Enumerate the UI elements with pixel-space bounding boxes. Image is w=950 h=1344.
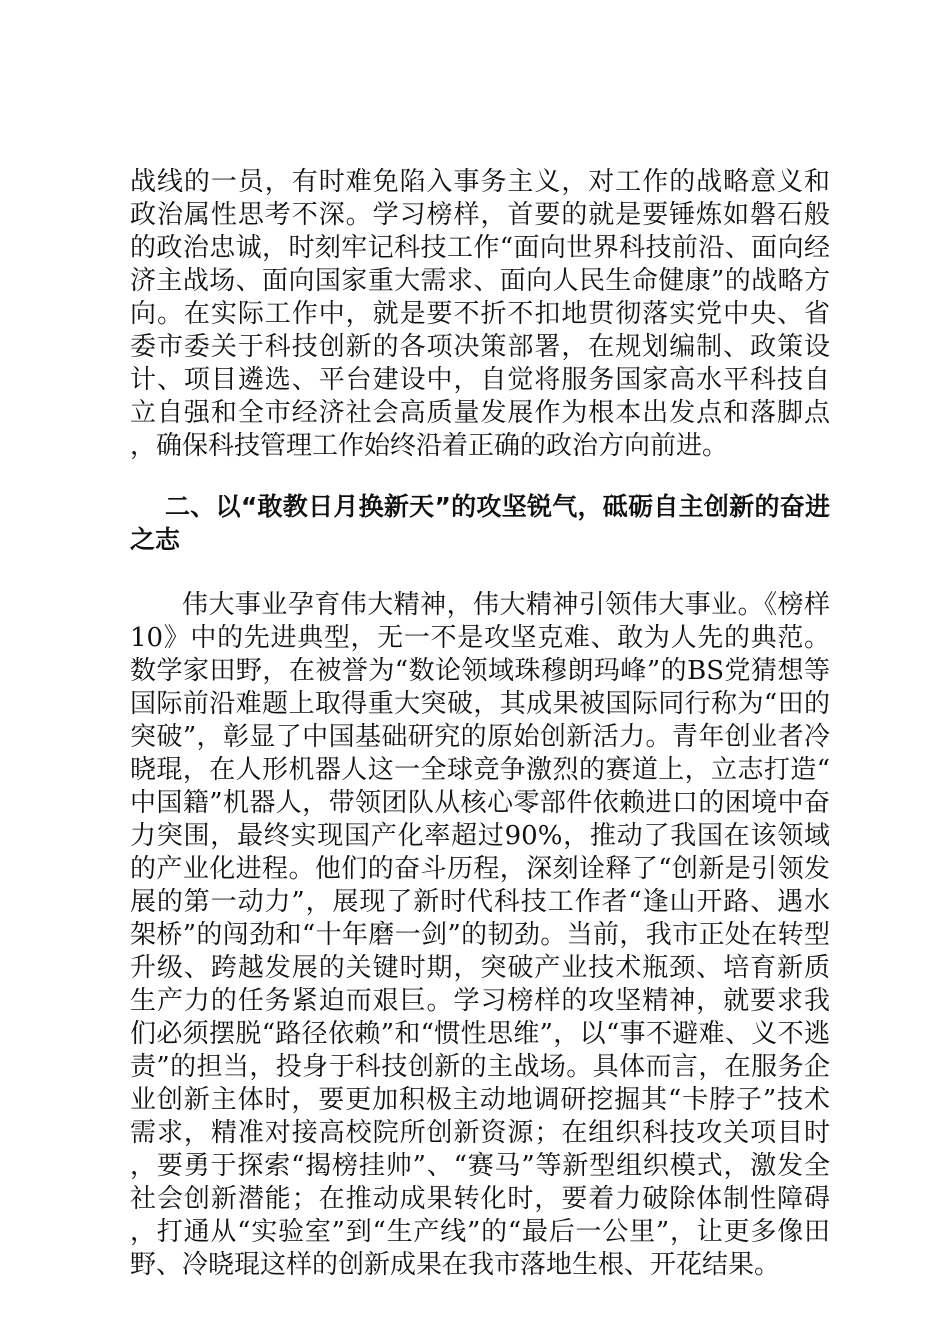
section-heading-2: 二、以“敢教日月换新天”的攻坚锐气，砥砺自主创新的奋进之志 <box>130 492 830 554</box>
document-body <box>130 166 830 1282</box>
body-paragraph-section-2: 伟大事业孕育伟大精神，伟大精神引领伟大事业。《榜样10》中的先进典型，无一不是攻坚克难、敢为人先的典范。数学家田野，在被誉为“数论领域珠穆朗玛峰”的BS党猜想等国际前沿难题上取得重大突破，其成果被国际同行称为“田的突破”，彰显了中国基础研究的原始创新活力。青年创业者冷晓琨，在人形机器人这一全球竞争激烈的赛道上，立志打造“中国籍”机器人，带领团队从核心零部件依赖进口的困境中奋力突围，最终实现国产化率超过90%，推动了我国在该领域的产业化进程。他们的奋斗历程，深刻诠释了“创新是引领发展的第一动力”，展现了新时代科技工作者“逢山开路、遇水架桥”的闯劲和“十年磨一剑”的韧劲。当前，我市正处在转型升级、跨越发展的关键时期，突破产业技术瓶颈、培育新质生产力的任务紧迫而艰巨。学习榜样的攻坚精神，就要求我们必须摆脱“路径依赖”和“惯性思维”，以“事不避难、义不逃责”的担当，投身于科技创新的主战场。具体而言，在服务企业创新主体时，要更加积极主动地调研挖掘其“卡脖子”技术需求，精准对接高校院所创新资源；在组织科技攻关项目时，要勇于探索“揭榜挂帅”、“赛马”等新型组织模式，激发全社会创新潜能；在推动成果转化时，要着力破除体制性障碍，打通从“实验室”到“生产线”的“最后一公里”，让更多像田野、冷晓琨这样的创新成果在我市落地生根、开花结果。 <box>130 590 830 1280</box>
body-paragraph-continued: 战线的一员，有时难免陷入事务主义，对工作的战略意义和政治属性思考不深。学习榜样，首要的就是要锤炼如磐石般的政治忠诚，时刻牢记科技工作“面向世界科技前沿、面向经济主战场、面向国家重大需求、面向人民生命健康”的战略方向。在实际工作中，就是要不折不扣地贯彻落实党中央、省委市委关于科技创新的各项决策部署，在规划编制、政策设计、项目遴选、平台建设中，自觉将服务国家高水平科技自立自强和全市经济社会高质量发展作为根本出发点和落脚点，确保科技管理工作始终沿着正确的政治方向前进。 <box>130 167 830 461</box>
